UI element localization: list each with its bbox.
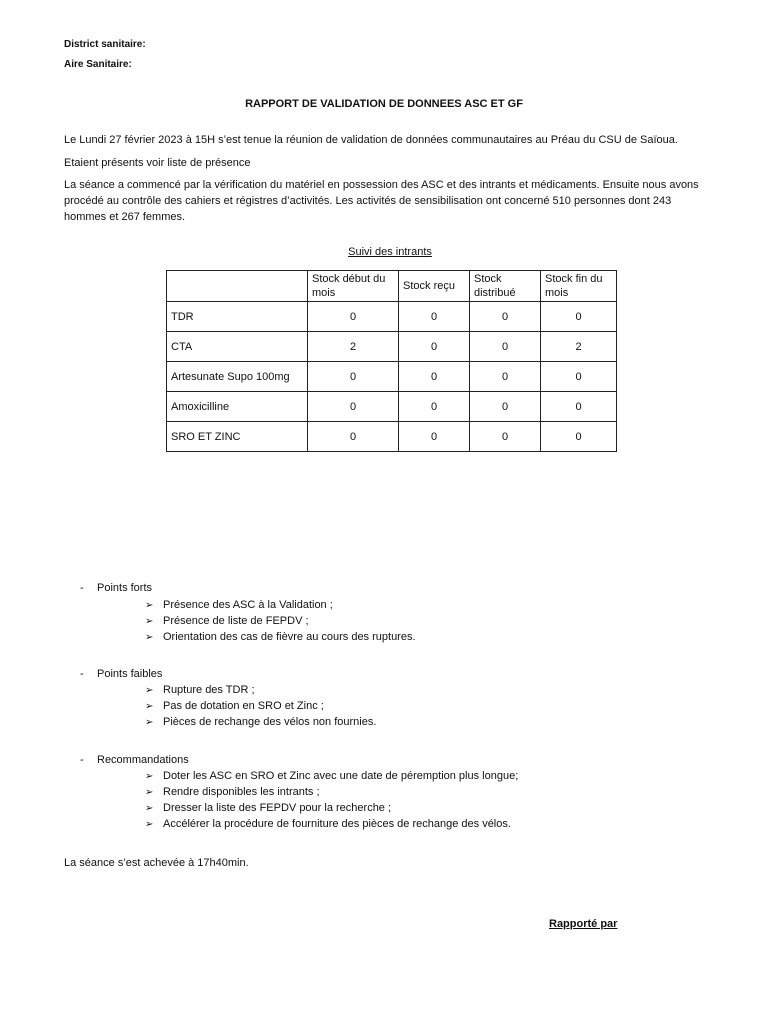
table-cell: 0	[399, 302, 470, 332]
table-caption: Suivi des intrants	[348, 246, 432, 258]
table-cell: 0	[308, 422, 399, 452]
table-row	[167, 302, 617, 332]
list-item: ➢ Présence de liste de FEPDV ;	[145, 613, 416, 629]
list-item: ➢ Accélérer la procédure de fourniture des pièces de rechange des vélos.	[145, 816, 518, 832]
row-label: Artesunate Supo 100mg	[167, 362, 308, 392]
header-stock-recu: Stock reçu	[399, 271, 470, 302]
table-cell: 0	[541, 302, 617, 332]
row-label: TDR	[167, 302, 308, 332]
signature-label: Rapporté par	[549, 918, 618, 930]
row-label: Amoxicilline	[167, 392, 308, 422]
arrow-bullet-icon: ➢	[145, 616, 154, 627]
table-cell: 0	[399, 392, 470, 422]
list-item: ➢ Pièces de rechange des vélos non fournies.	[145, 714, 376, 730]
arrow-bullet-icon: ➢	[145, 717, 154, 728]
list-item: ➢ Pas de dotation en SRO et Zinc ;	[145, 698, 376, 714]
list-item: ➢ Doter les ASC en SRO et Zinc avec une date de péremption plus longue;	[145, 768, 518, 784]
arrow-bullet-icon: ➢	[145, 803, 154, 814]
list-forts	[145, 597, 416, 645]
closing-text: La séance s’est achevée à 17h40min.	[64, 857, 249, 869]
table-header-row	[167, 271, 617, 302]
table-cell: 0	[470, 392, 541, 422]
table-cell: 0	[541, 392, 617, 422]
arrow-bullet-icon: ➢	[145, 632, 154, 643]
table-cell: 0	[470, 422, 541, 452]
intro-paragraph-2: Etaient présents voir liste de présence	[64, 157, 251, 169]
table-row	[167, 332, 617, 362]
arrow-bullet-icon: ➢	[145, 787, 154, 798]
row-label: SRO ET ZINC	[167, 422, 308, 452]
arrow-bullet-icon: ➢	[145, 685, 154, 696]
intro-paragraph-1: Le Lundi 27 février 2023 à 15H s’est tenue la réunion de validation de données communautaires au Préau du CSU de Saïoua.	[64, 134, 678, 146]
table-row	[167, 422, 617, 452]
stock-table	[166, 270, 617, 452]
section-title-faibles: Points faibles	[97, 668, 163, 680]
table-cell: 0	[308, 362, 399, 392]
table-cell: 0	[541, 422, 617, 452]
header-cell-empty	[167, 271, 308, 302]
header-stock-fin: Stock fin du mois	[541, 271, 617, 302]
table-cell: 0	[399, 422, 470, 452]
dash-marker: -	[80, 582, 84, 594]
table-cell: 0	[470, 302, 541, 332]
aire-label: Aire Sanitaire:	[64, 59, 132, 70]
table-row	[167, 392, 617, 422]
section-title-recommandations: Recommandations	[97, 754, 189, 766]
arrow-bullet-icon: ➢	[145, 819, 154, 830]
list-faibles	[145, 682, 376, 730]
table-cell: 0	[308, 392, 399, 422]
list-item: ➢ Rupture des TDR ;	[145, 682, 376, 698]
table-cell: 0	[470, 362, 541, 392]
table-cell: 0	[399, 332, 470, 362]
arrow-bullet-icon: ➢	[145, 600, 154, 611]
header-stock-distribue: Stock distribué	[470, 271, 541, 302]
list-item: ➢ Orientation des cas de fièvre au cours des ruptures.	[145, 629, 416, 645]
table-cell: 0	[399, 362, 470, 392]
intro-paragraph-3: La séance a commencé par la vérification du matériel en possession des ASC et des intrants et médicaments. Ensuite nous avons procédé au contrôle des cahiers et régistres d’activités. Les activités de sensibilisation ont concerné 510 personnes dont 243 hommes et 267 femmes.	[64, 179, 699, 223]
row-label: CTA	[167, 332, 308, 362]
dash-marker: -	[80, 668, 84, 680]
table-row	[167, 362, 617, 392]
list-item: ➢ Présence des ASC à la Validation ;	[145, 597, 416, 613]
report-title: RAPPORT DE VALIDATION DE DONNEES ASC ET GF	[245, 98, 523, 110]
table-cell: 2	[308, 332, 399, 362]
arrow-bullet-icon: ➢	[145, 701, 154, 712]
district-label: District sanitaire:	[64, 39, 146, 50]
dash-marker: -	[80, 754, 84, 766]
list-item: ➢ Dresser la liste des FEPDV pour la recherche ;	[145, 800, 518, 816]
table-cell: 2	[541, 332, 617, 362]
header-stock-debut: Stock début du mois	[308, 271, 399, 302]
table-cell: 0	[470, 332, 541, 362]
section-title-forts: Points forts	[97, 582, 153, 594]
list-recommandations	[145, 768, 518, 832]
list-item: ➢ Rendre disponibles les intrants ;	[145, 784, 518, 800]
table-cell: 0	[308, 302, 399, 332]
table-cell: 0	[541, 362, 617, 392]
arrow-bullet-icon: ➢	[145, 771, 154, 782]
